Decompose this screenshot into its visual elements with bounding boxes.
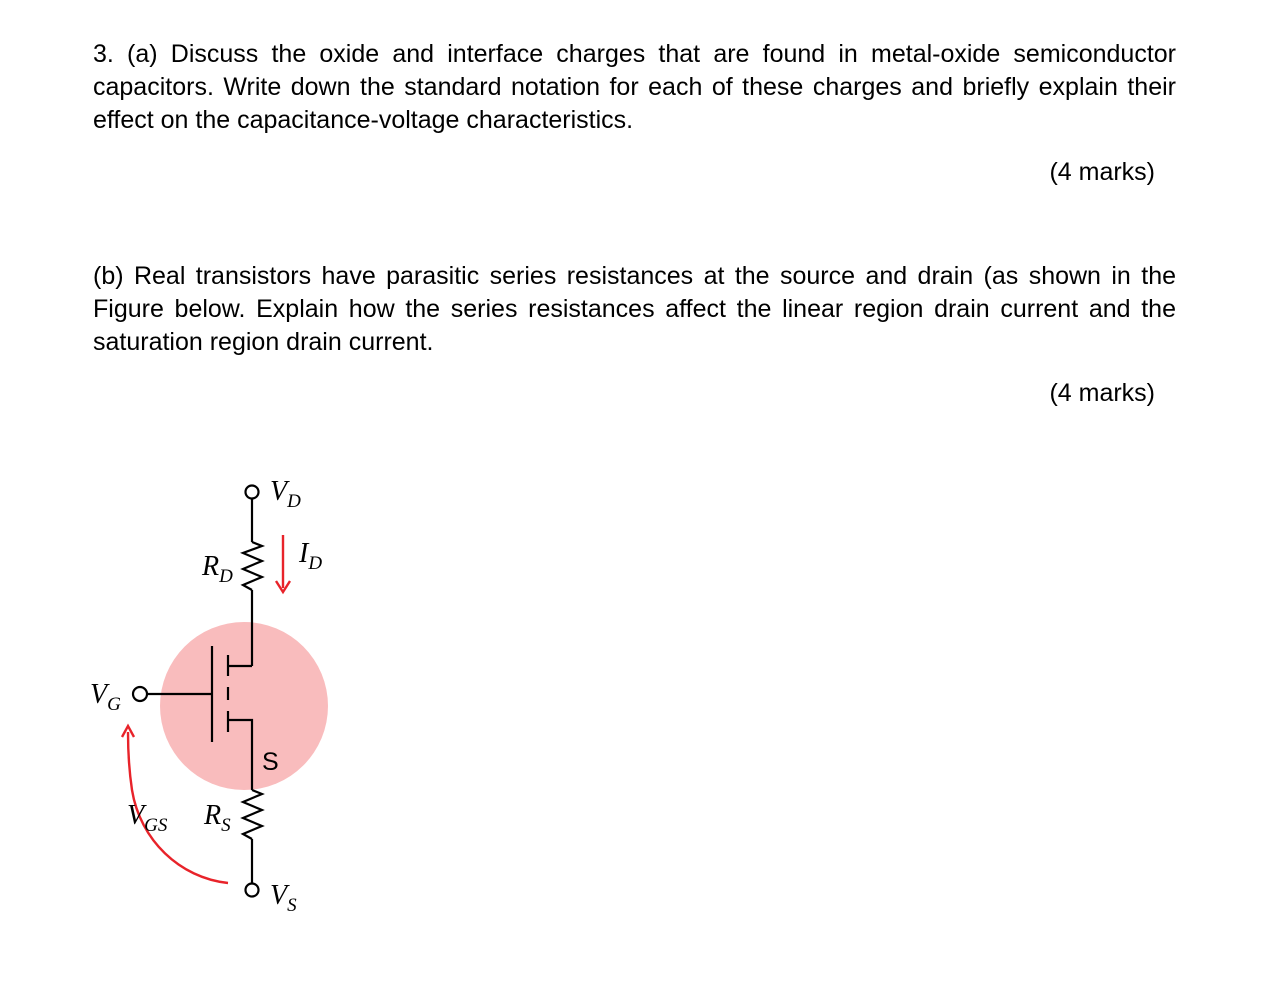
question-3a-text: 3. (a) Discuss the oxide and interface charges that are found in metal-oxide semiconductor capacitors. Write down the standard notation for each of these charges and briefly explain their effect on the capacitance-voltage characteristics. [93, 40, 1176, 134]
id-label: $I_D$ [299, 538, 323, 574]
source-node-label: S [262, 748, 279, 776]
vs-terminal [246, 884, 259, 897]
vs-label: $V_S$ [270, 880, 297, 916]
vd-terminal [246, 486, 259, 499]
question-3b-marks: (4 marks) [1049, 379, 1155, 407]
vg-label: $V_G$ [90, 679, 121, 715]
rs-label: $R_S$ [204, 800, 231, 836]
question-3a-marks: (4 marks) [1049, 158, 1155, 186]
vgs-label: $V_{GS}$ [127, 800, 168, 836]
transistor-highlight-circle [160, 622, 328, 790]
vd-label: $V_D$ [270, 476, 301, 512]
mosfet-series-resistance-figure [80, 470, 350, 930]
source-resistor [243, 790, 262, 839]
question-3b-text: (b) Real transistors have parasitic series resistances at the source and drain (as shown in the Figure below. Explain how the series resistances affect the linear region drain current and the saturation region drain current. [93, 262, 1176, 356]
vg-terminal [133, 687, 147, 701]
drain-resistor [243, 542, 262, 590]
rd-label: $R_D$ [202, 551, 233, 587]
